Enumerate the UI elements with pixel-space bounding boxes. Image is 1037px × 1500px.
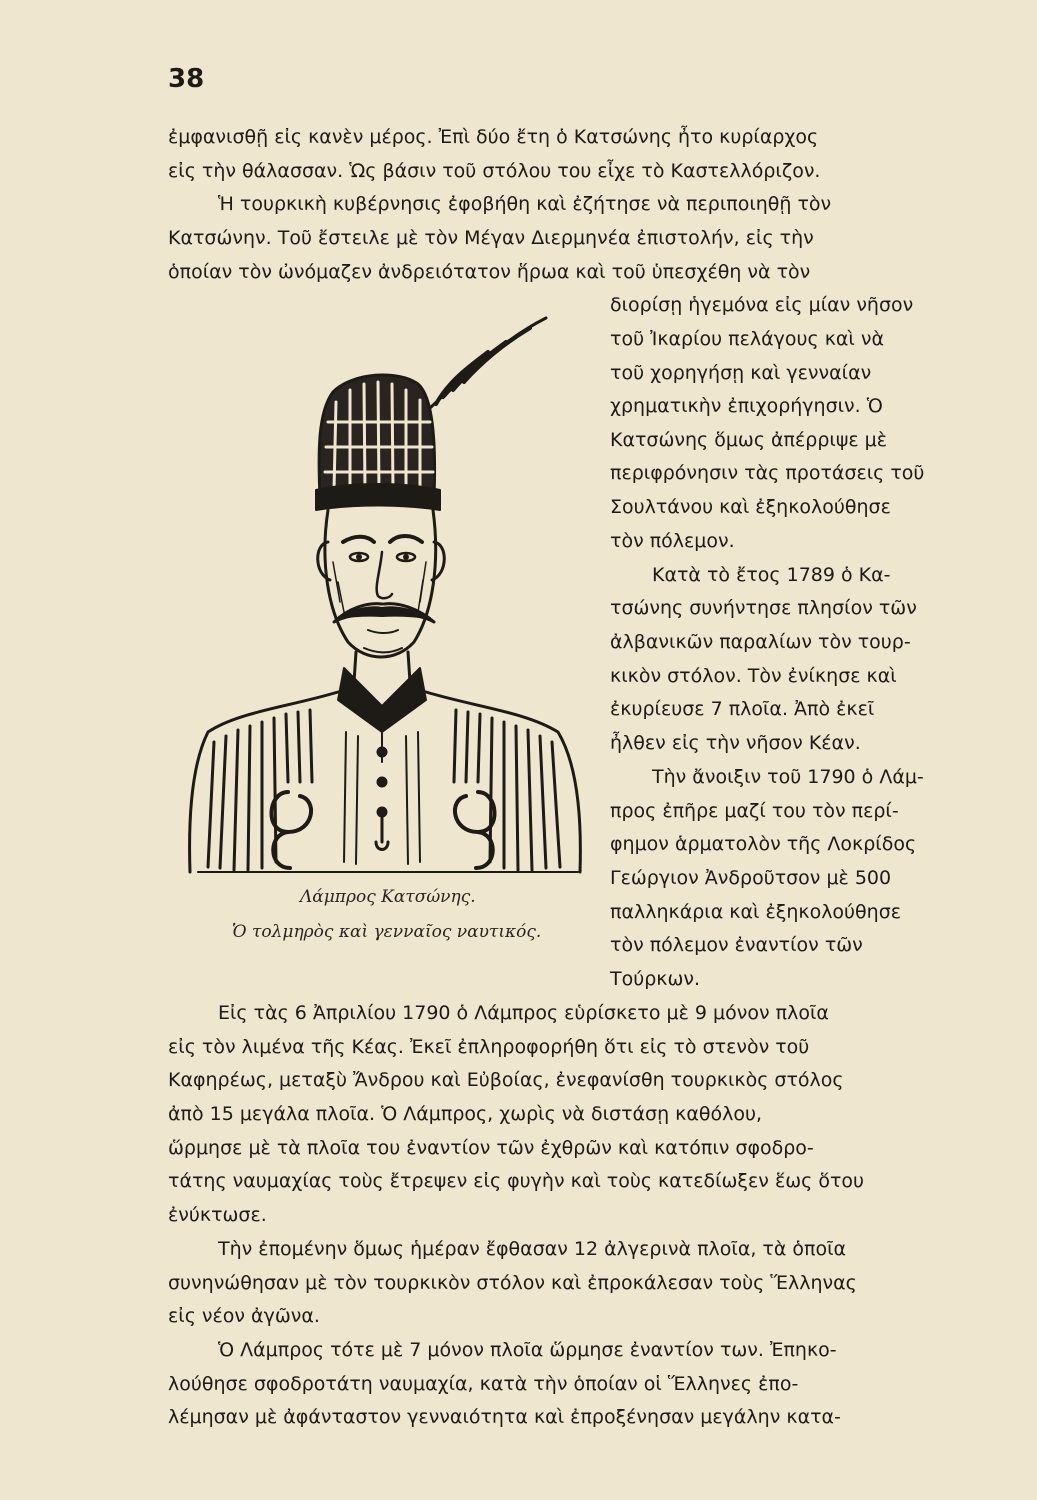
text-line: Τούρκων. <box>610 968 701 990</box>
text-line: ἐκυρίευσε 7 πλοῖα. Ἀπὸ ἐκεῖ <box>610 698 875 720</box>
text-line: φημον ἁρματολὸν τῆς Λοκρίδος <box>610 833 917 855</box>
text-line: λέμησαν μὲ ἀφάνταστον γενναιότητα καὶ ἐπροξένησαν μεγάλην κατα- <box>168 1406 841 1428</box>
text-line: εἰς τὸν λιμένα τῆς Κέας. Ἐκεῖ ἐπληροφορήθη ὅτι εἰς τὸ στενὸν τοῦ <box>168 1036 810 1058</box>
text-line: τοῦ χορηγήσῃ καὶ γενναίαν <box>610 362 872 384</box>
text-line: εἰς νέον ἀγῶνα. <box>168 1305 320 1327</box>
text-line: ἀπὸ 15 μεγάλα πλοῖα. Ὁ Λάμπρος, χωρὶς νὰ διστάσῃ καθόλου, <box>168 1103 763 1125</box>
text-line: Σουλτάνου καὶ ἐξηκολούθησε <box>610 496 891 518</box>
text-line: εἰς τὴν θάλασσαν. Ὡς βάσιν τοῦ στόλου του εἶχε τὸ Καστελλόριζον. <box>168 160 821 182</box>
text-line: χρηματικὴν ἐπιχορήγησιν. Ὁ <box>610 395 883 417</box>
text-line: ὁποίαν τὸν ὠνόμαζεν ἀνδρειότατον ἥρωα καὶ τοῦ ὑπεσχέθη νὰ τὸν <box>168 261 811 283</box>
text-line: Εἰς τὰς 6 Ἀπριλίου 1790 ὁ Λάμπρος εὑρίσκετο μὲ 9 μόνον πλοῖα <box>218 1002 829 1024</box>
text-line: κικὸν στόλον. Τὸν ἐνίκησε καὶ <box>610 665 897 687</box>
text-line: ἐμφανισθῇ εἰς κανὲν μέρος. Ἐπὶ δύο ἔτη ὁ Κατσώνης ἦτο κυρίαρχος <box>168 126 819 148</box>
text-line: ὥρμησε μὲ τὰ πλοῖα του ἐναντίον τῶν ἐχθρῶν καὶ κατόπιν σφοδρο- <box>168 1137 814 1159</box>
text-line: Κατὰ τὸ ἔτος 1789 ὁ Κα- <box>652 564 891 586</box>
text-line: Τὴν ἐπομένην ὅμως ἡμέραν ἔφθασαν 12 ἀλγερινὰ πλοῖα, τὰ ὁποῖα <box>218 1238 847 1260</box>
portrait-illustration <box>168 312 608 882</box>
portrait-caption-title: Λάμπρος Κατσώνης. <box>300 887 476 907</box>
text-line: συνηνώθησαν μὲ τὸν τουρκικὸν στόλον καὶ ἐπροκάλεσαν τοὺς Ἕλληνας <box>168 1272 857 1294</box>
text-line: τσώνης συνήντησε πλησίον τῶν <box>610 597 917 619</box>
text-line: Καφηρέως, μεταξὺ Ἄνδρου καὶ Εὐβοίας, ἐνεφανίσθη τουρκικὸς στόλος <box>168 1069 844 1091</box>
text-line: Γεώργιον Ἀνδροῦτσον μὲ 500 <box>610 867 892 889</box>
text-line: Ὁ Λάμπρος τότε μὲ 7 μόνον πλοῖα ὥρμησε ἐναντίον των. Ἐπηκο- <box>218 1339 837 1361</box>
text-line: λούθησε σφοδροτάτη ναυμαχία, κατὰ τὴν ὁποίαν οἱ Ἕλληνες ἐπο- <box>168 1373 799 1395</box>
text-line: διορίσῃ ἡγεμόνα εἰς μίαν νῆσον <box>610 294 914 316</box>
text-line: τοῦ Ἰκαρίου πελάγους καὶ νὰ <box>610 328 885 350</box>
text-line: ἦλθεν εἰς τὴν νῆσον Κέαν. <box>610 732 861 754</box>
text-line: προς ἐπῆρε μαζί του τὸν περί- <box>610 800 899 822</box>
text-line: παλληκάρια καὶ ἐξηκολούθησε <box>610 901 902 923</box>
text-line: τάτης ναυμαχίας τοὺς ἔτρεψεν εἰς φυγὴν καὶ τοὺς κατεδίωξεν ἕως ὅτου <box>168 1170 865 1192</box>
text-line: Κατσώνης ὅμως ἀπέρριψε μὲ <box>610 429 888 451</box>
text-line: τὸν πόλεμον. <box>610 530 735 552</box>
text-line: Τὴν ἄνοιξιν τοῦ 1790 ὁ Λάμ- <box>652 766 924 788</box>
text-line: Κατσώνην. Τοῦ ἔστειλε μὲ τὸν Μέγαν Διερμηνέα ἐπιστολήν, εἰς τὴν <box>168 227 814 249</box>
text-line: τὸν πόλεμον ἐναντίον τῶν <box>610 934 863 956</box>
text-line: ἐνύκτωσε. <box>168 1204 267 1226</box>
text-line: Ἡ τουρκικὴ κυβέρνησις ἐφοβήθη καὶ ἐζήτησε νὰ περιποιηθῇ τὸν <box>218 193 832 215</box>
page-number: 38 <box>168 64 205 94</box>
text-line: ἀλβανικῶν παραλίων τὸν τουρ- <box>610 631 911 653</box>
text-line: περιφρόνησιν τὰς προτάσεις τοῦ <box>610 462 925 484</box>
portrait-caption-subtitle: Ὁ τολμηρὸς καὶ γενναῖος ναυτικός. <box>232 922 542 942</box>
